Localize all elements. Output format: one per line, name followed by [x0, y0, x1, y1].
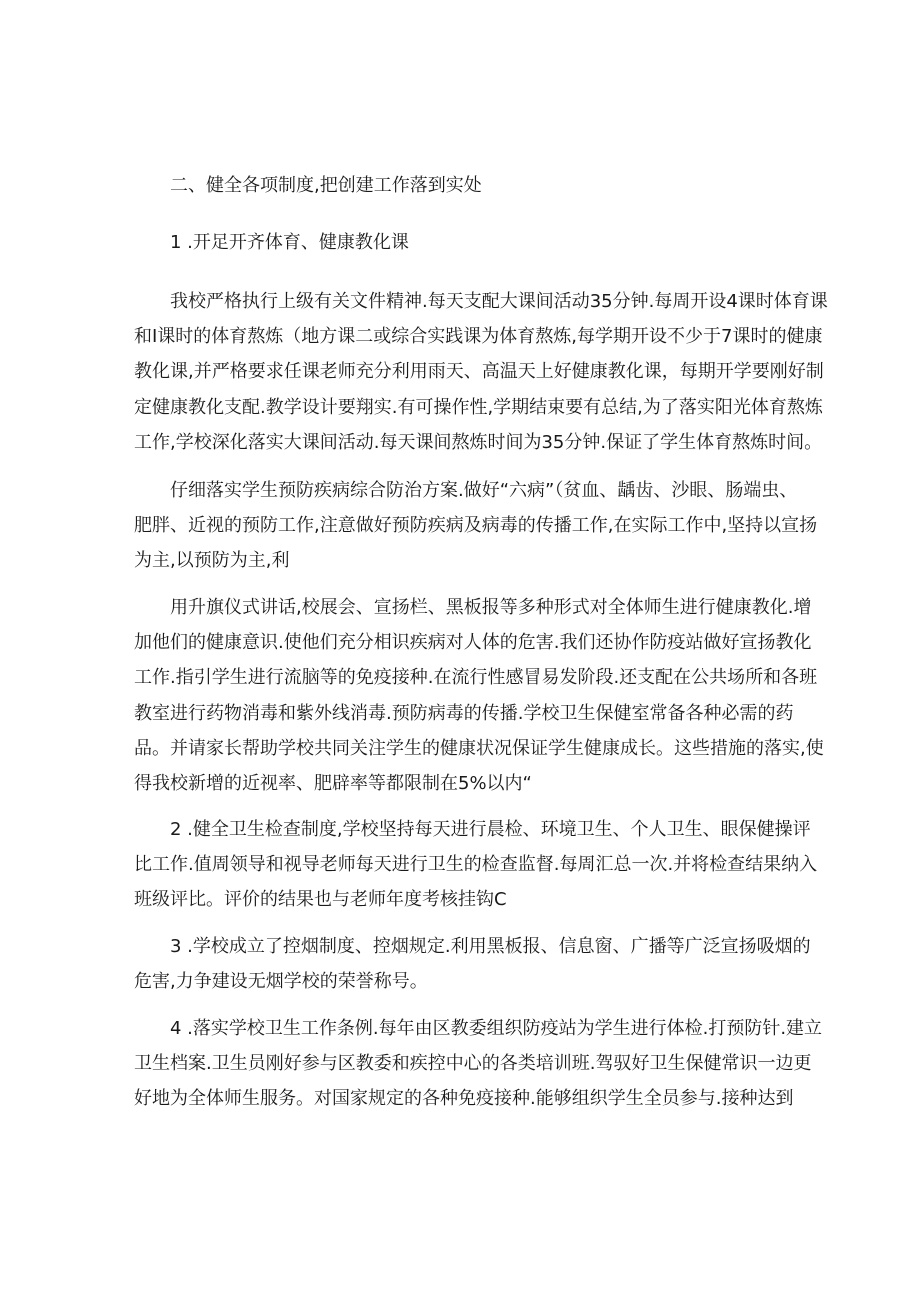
paragraph-line: 4 .落实学校卫生工作条例.每年由区教委组织防疫站为学生进行体检.打预防针.建立 [170, 1018, 823, 1039]
paragraph-line: 2 .健全卫生检查制度,学校坚持每天进行晨检、环境卫生、个人卫生、眼保健操评 [170, 819, 811, 840]
paragraph-line: 班级评比。评价的结果也与老师年度考核挂钩C [134, 889, 507, 911]
paragraph-3 [134, 590, 824, 801]
paragraph-line: 为主,以预防为主,利 [134, 550, 290, 572]
paragraph-line: 定健康教化支配.教学设计要翔实.有可操作性,学期结束要有总结,为了落实阳光体育熬炼 [134, 396, 823, 418]
paragraph-line: 工作,学校深化落实大课间活动.每天课间熬炼时间为35分钟.保证了学生体育熬炼时间。 [134, 431, 823, 453]
subheading-1 [134, 225, 774, 260]
section-heading [134, 168, 774, 203]
paragraph-5 [134, 929, 811, 999]
paragraph-line: 3 .学校成立了控烟制度、控烟规定.利用黑板报、信息窗、广播等广泛宣扬吸烟的 [170, 936, 811, 957]
paragraph-line: 和I课时的体育熬炼（地方课二或综合实践课为体育熬炼,每学期开设不少于7课时的健康 [134, 326, 823, 348]
paragraph-line: 用升旗仪式讲话,校展会、宣扬栏、黑板报等多种形式对全体师生进行健康教化.增 [170, 597, 812, 618]
paragraph-line: 品。并请家长帮助学校共同关注学生的健康状况保证学生健康成长。这些措施的落实,使 [134, 737, 824, 759]
subheading-1-text: 1 .开足开齐体育、健康教化课 [170, 232, 409, 253]
section-heading-text: 二、健全各项制度,把创建工作落到实处 [170, 175, 482, 196]
paragraph-2 [134, 473, 818, 579]
paragraph-1 [134, 284, 828, 460]
paragraph-line: 教化课,并严格要求任课老师充分利用雨天、高温天上好健康教化课，每期开学要刚好制 [134, 361, 824, 383]
paragraph-line: 得我校新增的近视率、肥辟率等都限制在5%以内“ [134, 773, 532, 795]
paragraph-line: 我校严格执行上级有关文件精神.每天支配大课间活动35分钟.每周开设4课时体育课 [170, 291, 828, 312]
paragraph-line: 工作.指引学生进行流脑等的免疫接种.在流行性感冒易发阶段.还支配在公共场所和各班 [134, 667, 818, 689]
paragraph-line: 卫生档案.卫生员刚好参与区教委和疾控中心的各类培训班.驾驭好卫生保健常识一边更 [134, 1053, 812, 1075]
paragraph-4 [134, 812, 818, 918]
paragraph-line: 比工作.值周领导和视导老师每天进行卫生的检查监督.每周汇总一次.并将检查结果纳入 [134, 854, 818, 876]
paragraph-6 [134, 1011, 823, 1117]
paragraph-line: 危害,力争建设无烟学校的荣誉称号。 [134, 971, 428, 993]
paragraph-line: 肥胖、近视的预防工作,注意做好预防疾病及病毒的传播工作,在实际工作中,坚持以宣扬 [134, 515, 818, 537]
paragraph-line: 加他们的健康意识.使他们充分相识疾病对人体的危害.我们还协作防疫站做好宣扬教化 [134, 632, 812, 654]
paragraph-line: 好地为全体师生服务。对国家规定的各种免疫接种.能够组织学生全员参与.接种达到 [134, 1088, 794, 1110]
paragraph-line: 教室进行药物消毒和紫外线消毒.预防病毒的传播.学校卫生保健室常备各种必需的药 [134, 702, 794, 724]
paragraph-line: 仔细落实学生预防疾病综合防治方案.做好“六病”（贫血、龋齿、沙眼、肠端虫、 [170, 480, 798, 501]
